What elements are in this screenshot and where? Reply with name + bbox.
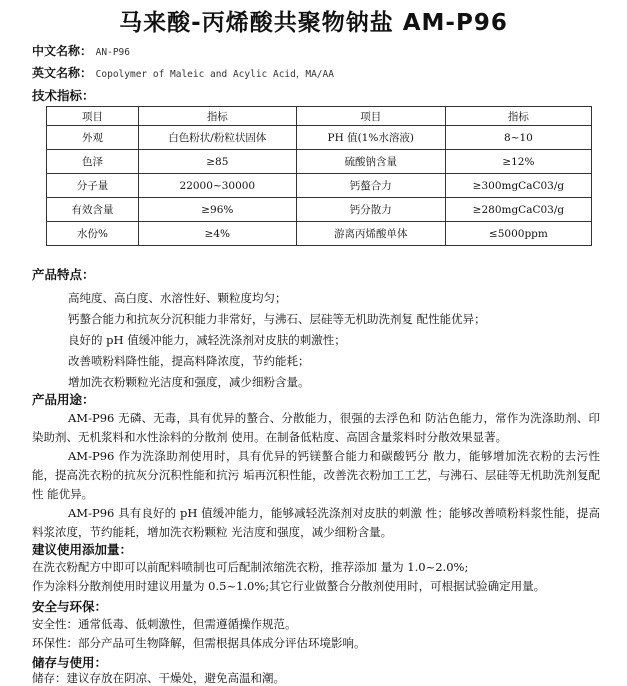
spec-section-title: 技术指标： bbox=[32, 88, 95, 103]
usage-paragraph: AM-P96 具有良好的 pH 值缓冲能力，能够减轻洗涤剂对皮肤的刺激 性；能够改善喷粉料浆性能，提高料浆浓度，节约能耗，增加洗衣粉颗粒 光洁度和强度，减少细粉含量。 bbox=[32, 506, 600, 539]
spec-table-header bbox=[47, 107, 592, 126]
spec-cell: 分子量 bbox=[47, 174, 139, 198]
safety-line: 环保性：部分产品可生物降解，但需根据具体成分评估环境影响。 bbox=[32, 636, 366, 650]
spec-cell: ≥280mgCaC03/g bbox=[445, 198, 591, 222]
spec-header-cell: 指标 bbox=[138, 107, 296, 126]
spec-cell: 钙螯合力 bbox=[296, 174, 445, 198]
spec-cell: 色泽 bbox=[47, 150, 139, 174]
spec-cell: ≥85 bbox=[138, 150, 296, 174]
storage-section-title: 储存与使用： bbox=[32, 655, 108, 670]
spec-cell: 白色粉状/粉粒状固体 bbox=[138, 126, 296, 150]
list-item: 良好的 pH 值缓冲能力，减轻洗涤剂对皮肤的刺激性； bbox=[68, 333, 346, 347]
table-row bbox=[47, 174, 592, 198]
cn-name-row bbox=[32, 42, 130, 59]
spec-cell: 22000~30000 bbox=[138, 174, 296, 198]
spec-cell: 水份% bbox=[47, 222, 139, 246]
table-row bbox=[47, 150, 592, 174]
list-item: 钙螯合能力和抗灰分沉积能力非常好，与沸石、层硅等无机助洗剂复 配性能优异； bbox=[68, 312, 486, 326]
cn-name-label: 中文名称： bbox=[32, 44, 93, 58]
table-row bbox=[47, 222, 592, 246]
safety-line: 安全性：通常低毒、低刺激性，但需遵循操作规范。 bbox=[32, 617, 297, 631]
spec-cell: 游离丙烯酸单体 bbox=[296, 222, 445, 246]
spec-cell: ≥300mgCaC03/g bbox=[445, 174, 591, 198]
features-list bbox=[68, 288, 486, 393]
list-item: 改善喷粉料降性能，提高料降浓度，节约能耗； bbox=[68, 354, 310, 368]
features-section-title: 产品特点： bbox=[32, 267, 95, 282]
en-name-label: 英文名称： bbox=[32, 66, 93, 80]
usage-paragraph: AM-P96 无磷、无毒，具有优异的螯合、分散能力，很强的去浮色和 防沾色能力，常作为洗涤助剂、印染助剂、无机浆料和水性涂料的分散剂 使用。在制备低粘度、高固含量浆料时分散效果显著。 bbox=[32, 411, 600, 444]
en-name-value: Copolymer of Maleic and Acylic Acid，MA/AA bbox=[95, 69, 334, 80]
spec-cell: 8~10 bbox=[445, 126, 591, 150]
table-row bbox=[47, 198, 592, 222]
spec-cell: ≤5000ppm bbox=[445, 222, 591, 246]
table-row bbox=[47, 126, 592, 150]
document-title: 马来酸-丙烯酸共聚物钠盐 AM-P96 bbox=[119, 10, 508, 36]
storage-line: 储存：建议存放在阴凉、干燥处，避免高温和潮。 bbox=[32, 671, 285, 685]
spec-cell: ≥12% bbox=[445, 150, 591, 174]
spec-cell: ≥96% bbox=[138, 198, 296, 222]
spec-table bbox=[46, 106, 592, 246]
spec-cell: 外观 bbox=[47, 126, 139, 150]
spec-cell: 钙分散力 bbox=[296, 198, 445, 222]
spec-cell: ≥4% bbox=[138, 222, 296, 246]
dosage-section-title: 建议使用添加量： bbox=[32, 542, 133, 557]
spec-header-cell: 指标 bbox=[445, 107, 591, 126]
spec-cell: 有效含量 bbox=[47, 198, 139, 222]
dosage-line: 在洗衣粉配方中即可以前配料喷制也可后配制浓缩洗衣粉，推荐添加 量为 1.0~2.0%; bbox=[32, 560, 469, 574]
spec-header-cell: 项目 bbox=[47, 107, 139, 126]
en-name-row bbox=[32, 64, 334, 81]
spec-cell: 硫酸钠含量 bbox=[296, 150, 445, 174]
spec-header-cell: 项目 bbox=[296, 107, 445, 126]
usage-paragraph: AM-P96 作为洗涤助剂使用时，具有优异的钙镁螯合能力和碳酸钙分 散力，能够增加洗衣粉的去污性能，提高洗衣粉的抗灰分沉积性能和抗污 垢再沉积性能，改善洗衣粉加工工艺，与沸石、层硅等无机助洗剂复配性 能优异。 bbox=[32, 449, 600, 501]
spec-cell: PH 值(1%水溶液) bbox=[296, 126, 445, 150]
safety-section-title: 安全与环保： bbox=[32, 599, 108, 614]
list-item: 增加洗衣粉颗粒光洁度和强度，减少细粉含量。 bbox=[68, 375, 310, 389]
list-item: 高纯度、高白度、水溶性好、颗粒度均匀； bbox=[68, 291, 287, 305]
cn-name-value: AN-P96 bbox=[95, 47, 130, 58]
dosage-line: 作为涂料分散剂使用时建议用量为 0.5~1.0%;其它行业做螯合分散剂使用时，可根据试验确定用量。 bbox=[32, 579, 546, 593]
usage-section-title: 产品用途： bbox=[32, 392, 95, 407]
